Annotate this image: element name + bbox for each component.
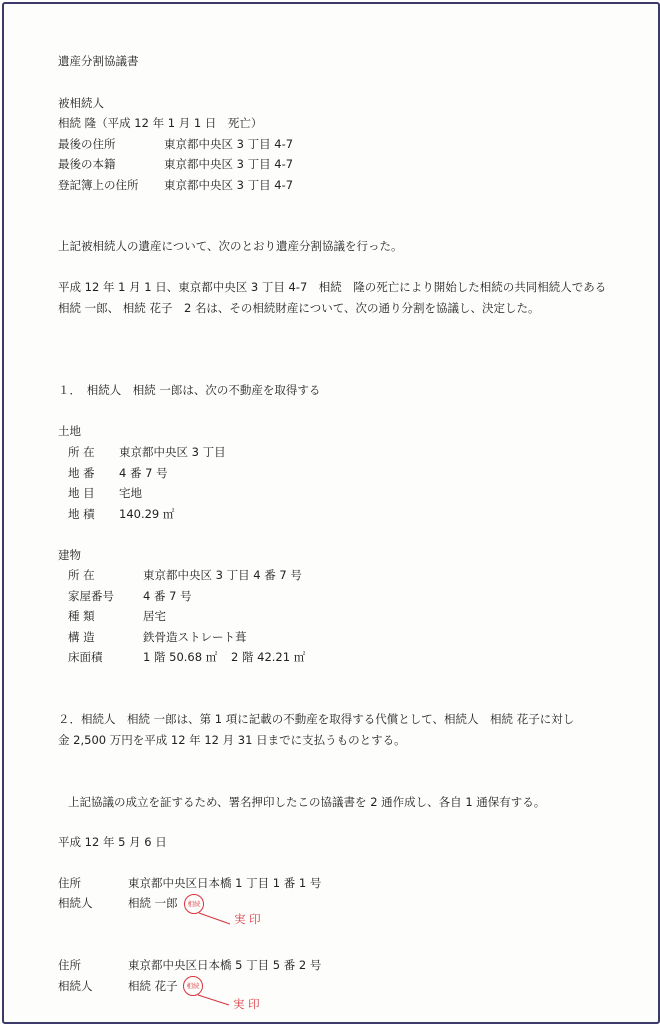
land-row-value: 140.29 ㎡ <box>119 507 175 521</box>
signer-address-label: 住所 <box>58 958 81 972</box>
building-row-value: 居宅 <box>143 609 166 623</box>
document-title: 遺産分割協議書 <box>58 54 139 68</box>
land-row-label: 地 番 <box>68 466 95 480</box>
decedent-row-value: 東京都中央区 3 丁目 4-7 <box>164 157 294 171</box>
land-row-label: 所 在 <box>68 445 95 459</box>
building-row-label: 床面積 <box>68 650 103 664</box>
building-row-label: 構 造 <box>68 630 95 644</box>
decedent-row-label: 最後の本籍 <box>58 157 116 171</box>
building-heading: 建物 <box>58 548 81 562</box>
seal-label: 実 印 <box>234 912 261 926</box>
decedent-row-value: 東京都中央区 3 丁目 4-7 <box>164 178 294 192</box>
decedent-row-value: 東京都中央区 3 丁目 4-7 <box>164 137 294 151</box>
signer-heir-label: 相続人 <box>58 979 93 993</box>
clause1-heading: １． 相続人 相続 一郎は、次の不動産を取得する <box>58 383 321 397</box>
decedent-heading: 被相続人 <box>58 96 104 110</box>
signer-address-label: 住所 <box>58 876 81 890</box>
decedent-name: 相続 隆（平成 12 年 1 月 1 日 死亡） <box>58 116 263 130</box>
seal-pointer-line <box>197 994 231 1008</box>
clause2-line: 金 2,500 万円を平成 12 年 12 月 31 日までに支払うものとする。 <box>58 733 406 747</box>
land-row-value: 宅地 <box>119 486 142 500</box>
seal-text: 相続 <box>187 899 201 908</box>
signer-address: 東京都中央区日本橋 1 丁目 1 番 1 号 <box>128 876 322 890</box>
land-row-value: 東京都中央区 3 丁目 <box>119 445 226 459</box>
seal-text: 相続 <box>186 981 200 990</box>
signer-name: 相続 一郎 <box>128 896 178 910</box>
building-row-value: 鉄骨造ストレート葺 <box>143 630 247 644</box>
decedent-row-label: 最後の住所 <box>58 137 116 151</box>
agreement-date: 平成 12 年 5 月 6 日 <box>58 835 167 849</box>
land-row-value: 4 番 7 号 <box>119 466 168 480</box>
body-line: 平成 12 年 1 月 1 日、東京都中央区 3 丁目 4-7 相続 隆の死亡により開始した相続の共同相続人である <box>58 280 607 294</box>
building-row-label: 所 在 <box>68 568 95 582</box>
seal-label: 実 印 <box>233 997 260 1011</box>
building-row-value: 4 番 7 号 <box>143 589 192 603</box>
closing-text: 上記協議の成立を証するため、署名押印したこの協議書を 2 通作成し、各自 1 通保有する。 <box>68 795 546 809</box>
signer-heir-label: 相続人 <box>58 896 93 910</box>
land-heading: 土地 <box>58 424 81 438</box>
seal-pointer-line <box>198 912 232 926</box>
decedent-row-label: 登記簿上の住所 <box>58 178 139 192</box>
document-frame <box>2 2 660 1024</box>
body-line: 相続 一郎、 相続 花子 2 名は、その相続財産について、次の通り分割を協議し、決定した。 <box>58 301 540 315</box>
intro-text: 上記被相続人の遺産について、次のとおり遺産分割協議を行った。 <box>58 239 403 253</box>
land-row-label: 地 積 <box>68 507 95 521</box>
building-row-label: 種 類 <box>68 609 95 623</box>
building-row-label: 家屋番号 <box>68 589 114 603</box>
clause2-line: ２．相続人 相続 一郎は、第 1 項に記載の不動産を取得する代償として、相続人 相続 花子に対し <box>58 712 575 726</box>
building-row-value: 東京都中央区 3 丁目 4 番 7 号 <box>143 568 302 582</box>
signer-address: 東京都中央区日本橋 5 丁目 5 番 2 号 <box>128 958 322 972</box>
land-row-label: 地 目 <box>68 486 95 500</box>
building-row-value2: 2 階 42.21 ㎡ <box>231 650 306 664</box>
signer-name: 相続 花子 <box>128 979 178 993</box>
seal-stamp <box>183 976 203 996</box>
seal-stamp <box>184 894 204 914</box>
building-row-value: 1 階 50.68 ㎡ <box>143 650 218 664</box>
